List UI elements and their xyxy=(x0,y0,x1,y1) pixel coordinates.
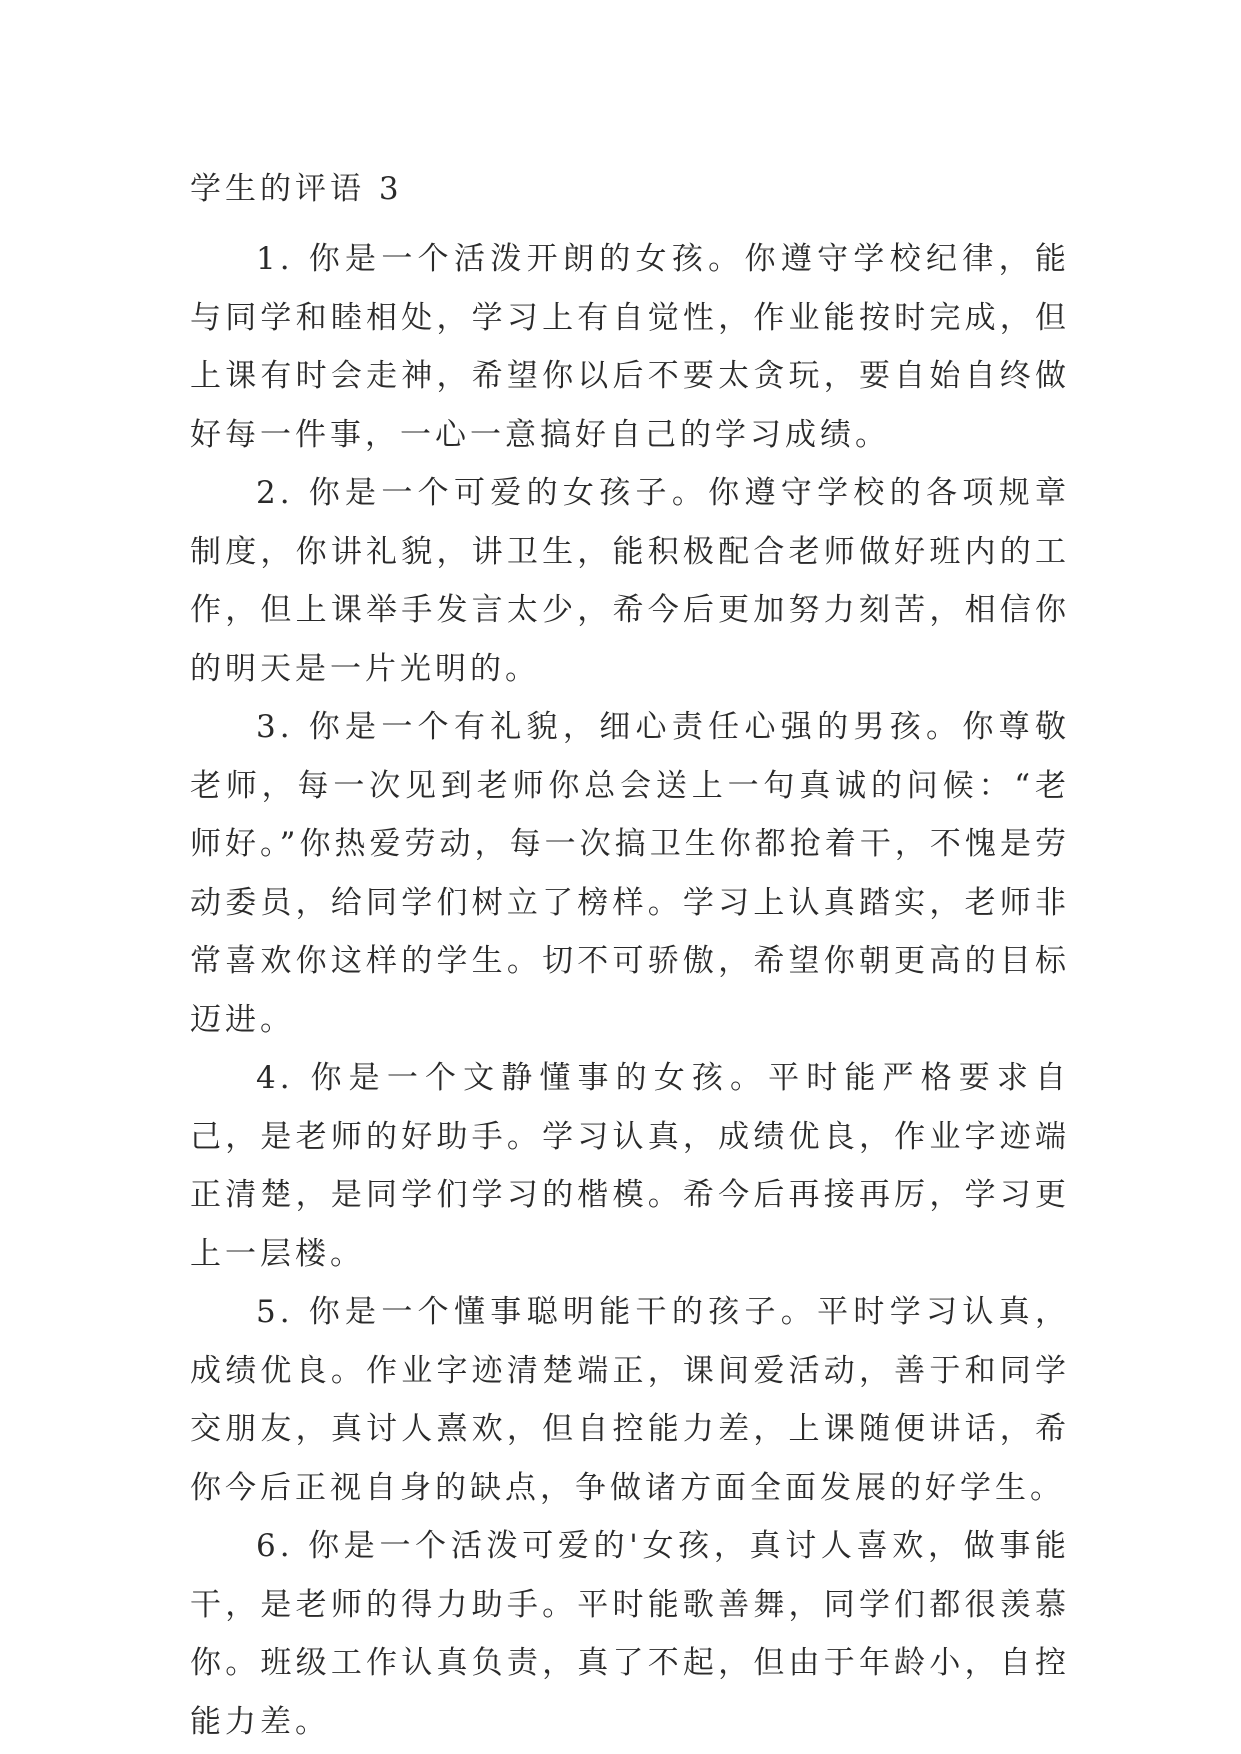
document-body xyxy=(190,160,1070,1751)
comment-paragraph-2: 2. 你是一个可爱的女孩子。你遵守学校的各项规章制度，你讲礼貌，讲卫生，能积极配合老师做好班内的工作，但上课举手发言太少，希今后更加努力刻苦，相信你的明天是一片光明的。 xyxy=(190,475,1070,687)
comment-paragraph-3: 3. 你是一个有礼貌，细心责任心强的男孩。你尊敬老师，每一次见到老师你总会送上一句真诚的问候：“老师好。”你热爱劳动，每一次搞卫生你都抢着干，不愧是劳动委员，给同学们树立了榜样。学习上认真踏实，老师非常喜欢你这样的学生。切不可骄傲，希望你朝更高的目标迈进。 xyxy=(190,709,1070,1038)
comment-paragraph-1: 1. 你是一个活泼开朗的女孩。你遵守学校纪律，能与同学和睦相处，学习上有自觉性，作业能按时完成，但上课有时会走神，希望你以后不要太贪玩，要自始自终做好每一件事，一心一意搞好自己的学习成绩。 xyxy=(190,241,1070,453)
comment-paragraph-5: 5. 你是一个懂事聪明能干的孩子。平时学习认真，成绩优良。作业字迹清楚端正，课间爱活动，善于和同学交朋友，真讨人熹欢，但自控能力差，上课随便讲话，希你今后正视自身的缺点，争做诸方面全面发展的好学生。 xyxy=(190,1294,1070,1506)
comment-paragraph-4: 4. 你是一个文静懂事的女孩。平时能严格要求自己，是老师的好助手。学习认真，成绩优良，作业字迹端正清楚，是同学们学习的楷模。希今后再接再厉，学习更上一层楼。 xyxy=(190,1060,1070,1272)
comment-paragraph-6: 6. 你是一个活泼可爱的'女孩，真讨人喜欢，做事能干，是老师的得力助手。平时能歌善舞，同学们都很羡慕你。班级工作认真负责，真了不起，但由于年龄小，自控能力差。 xyxy=(190,1528,1070,1740)
document-title: 学生的评语 3 xyxy=(190,171,403,207)
